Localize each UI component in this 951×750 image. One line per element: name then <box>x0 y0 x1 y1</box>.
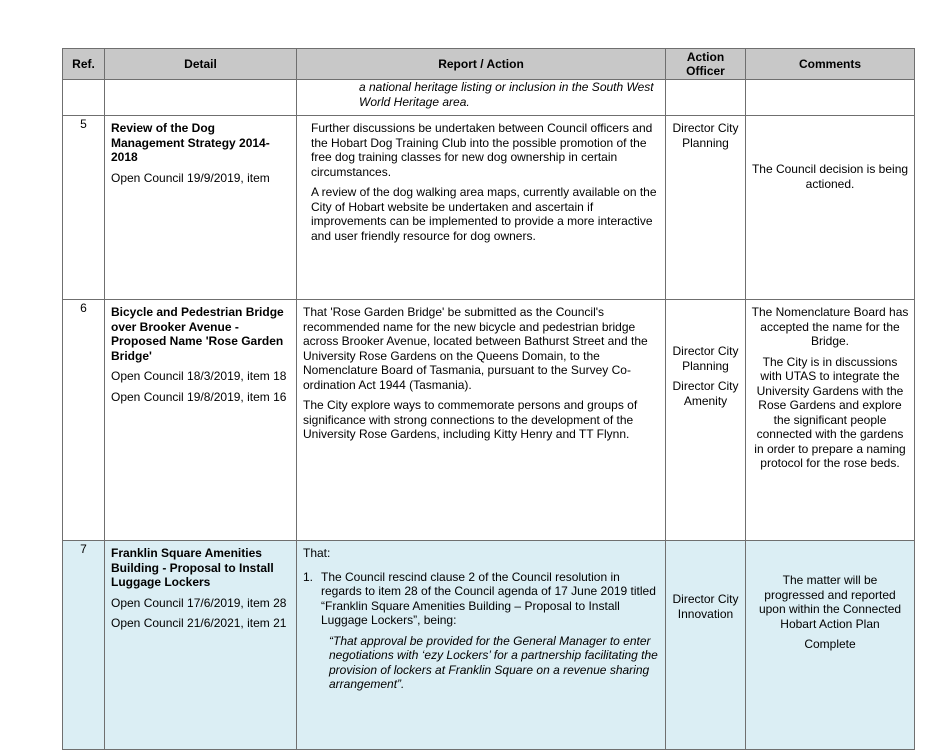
officer-cell <box>666 300 746 541</box>
header-detail: Detail <box>105 49 297 80</box>
meeting-reference: Open Council 18/3/2019, item 18 <box>111 369 287 383</box>
item-number: 1. <box>303 569 314 584</box>
action-officer: Director City Planning <box>672 344 739 373</box>
action-officer: Director City Innovation <box>672 592 739 621</box>
comments-cell <box>746 80 915 116</box>
item-title: Bicycle and Pedestrian Bridge over Brooker Avenue - Proposed Name 'Rose Garden Bridge' <box>111 305 284 363</box>
item-title: Review of the Dog Management Strategy 2014-2018 <box>111 121 270 164</box>
detail-cell <box>105 80 297 116</box>
detail-cell <box>105 116 297 300</box>
report-cell <box>297 541 666 750</box>
report-paragraph: The City explore ways to commemorate persons and groups of significance with strong connections to the development of the University Rose Gardens, including Kitty Henry and TT Flynn. <box>303 398 638 441</box>
report-intro: That: <box>303 546 331 560</box>
detail-cell <box>105 300 297 541</box>
ref-cell: 6 <box>63 300 105 541</box>
report-paragraph: A review of the dog walking area maps, currently available on the City of Hobart website be undertaken and ascertain if improvements can be implemented to provide a more interactive and user friendly resource for dog owners. <box>311 185 657 243</box>
header-row <box>63 49 915 80</box>
comment-text: The Nomenclature Board has accepted the name for the Bridge. <box>751 305 909 348</box>
table-row <box>63 541 915 750</box>
report-cell <box>297 300 666 541</box>
numbered-item <box>303 570 659 628</box>
table-row <box>63 116 915 300</box>
ref-cell: 7 <box>63 541 105 750</box>
item-title: Franklin Square Amenities Building - Proposal to Install Luggage Lockers <box>111 546 274 589</box>
table-row <box>63 300 915 541</box>
comments-cell <box>746 116 915 300</box>
ref-cell: 5 <box>63 116 105 300</box>
meeting-reference: Open Council 17/6/2019, item 28 <box>111 595 287 610</box>
ref-cell <box>63 80 105 116</box>
continuation-text: a national heritage listing or inclusion in the South West World Heritage area. <box>359 80 654 109</box>
header-report: Report / Action <box>297 49 666 80</box>
officer-cell <box>666 116 746 300</box>
header-comments: Comments <box>746 49 915 80</box>
action-officer: Director City Planning <box>672 121 739 150</box>
report-paragraph: Further discussions be undertaken between Council officers and the Hobart Dog Training Club into the possible promotion of the free dog training classes for new dog ownership in certain circumstances. <box>311 121 653 179</box>
item-text: The Council rescind clause 2 of the Council resolution in regards to item 28 of the Council agenda of 17 June 2019 titled “Franklin Square Amenities Building – Proposal to Install Luggage Lockers”, being: <box>321 569 656 627</box>
header-officer: Action Officer <box>666 49 746 80</box>
table-row-continuation <box>63 80 915 116</box>
header-ref: Ref. <box>63 49 105 80</box>
detail-cell <box>105 541 297 750</box>
quoted-resolution: “That approval be provided for the General Manager to enter negotiations with ‘ezy Lockers’ for a partnership facilitating the provision of lockers at Franklin Square on a revenue sharing arrangement”. <box>329 633 658 691</box>
meeting-reference: Open Council 21/6/2021, item 21 <box>111 616 287 630</box>
meeting-reference: Open Council 19/8/2019, item 16 <box>111 389 287 404</box>
comment-text: The Council decision is being actioned. <box>751 162 909 191</box>
comments-cell <box>746 541 915 750</box>
comment-text: The matter will be progressed and reported upon within the Connected Hobart Action Plan <box>758 573 902 631</box>
comment-text: Complete <box>804 637 856 651</box>
comments-cell <box>746 300 915 541</box>
officer-cell <box>666 541 746 750</box>
officer-cell <box>666 80 746 116</box>
report-cell <box>297 116 666 300</box>
meeting-reference: Open Council 19/9/2019, item <box>111 170 270 185</box>
action-officer: Director City Amenity <box>672 379 739 408</box>
comment-text: The City is in discussions with UTAS to integrate the University Gardens with the Rose Gardens and explore the significant people connected with the gardens in order to prepare a naming protocol for the rose beds. <box>754 354 906 470</box>
report-paragraph: That 'Rose Garden Bridge' be submitted as the Council's recommended name for the new bicycle and pedestrian bridge across Brooker Avenue, located between Bathurst Street and the University Rose Gardens on the Queens Domain, to the Nomenclature Board of Tasmania, pursuant to the Survey Co-ordination Act 1944 (Tasmania). <box>303 305 648 392</box>
action-report-table <box>62 48 915 750</box>
report-cell <box>297 80 666 116</box>
